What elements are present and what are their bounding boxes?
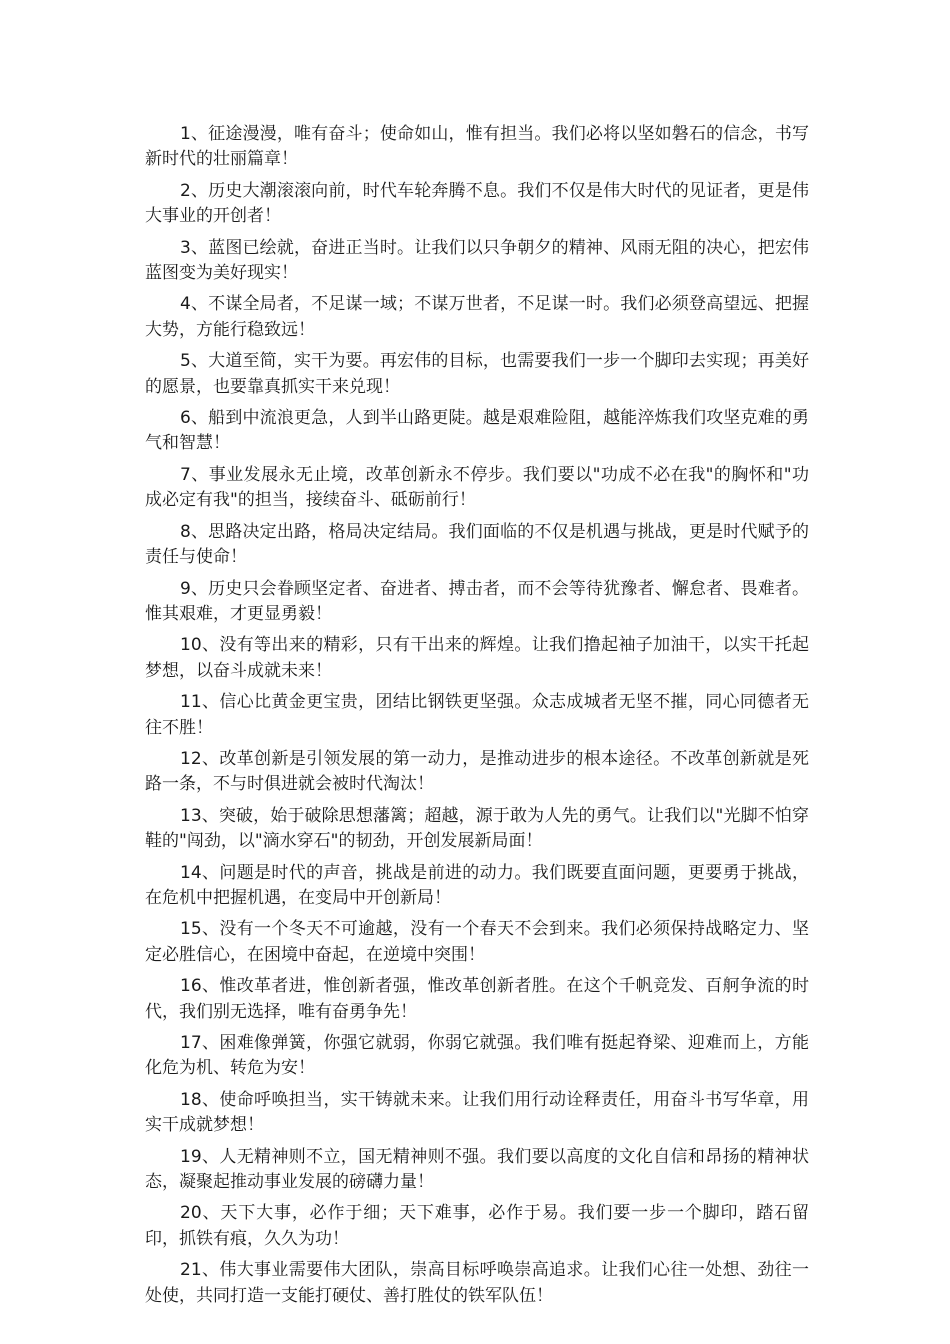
paragraph-12: 12、改革创新是引领发展的第一动力，是推动进步的根本途径。不改革创新就是死路一条，不与时俱进就会被时代淘汰！ xyxy=(145,748,809,795)
paragraph-14: 14、问题是时代的声音，挑战是前进的动力。我们既要直面问题，更要勇于挑战，在危机中把握机遇，在变局中开创新局！ xyxy=(145,862,809,908)
paragraph-4: 4、不谋全局者，不足谋一域；不谋万世者，不足谋一时。我们必须登高望远、把握大势，方能行稳致远！ xyxy=(145,294,809,340)
paragraph-18: 18、使命呼唤担当，实干铸就未来。让我们用行动诠释责任，用奋斗书写华章，用实干成就梦想！ xyxy=(145,1089,809,1136)
paragraph-15: 15、没有一个冬天不可逾越，没有一个春天不会到来。我们必须保持战略定力、坚定必胜信心，在困境中奋起，在逆境中突围！ xyxy=(145,919,809,965)
paragraph-16: 16、惟改革者进，惟创新者强，惟改革创新者胜。在这个千帆竞发、百舸争流的时代，我们别无选择，唯有奋勇争先！ xyxy=(145,976,809,1022)
paragraph-17: 17、困难像弹簧，你强它就弱，你弱它就强。我们唯有挺起脊梁、迎难而上，方能化危为机、转危为安！ xyxy=(145,1033,809,1079)
paragraph-13: 13、突破，始于破除思想藩篱；超越，源于敢为人先的勇气。让我们以"光脚不怕穿鞋的"闯劲，以"滴水穿石"的韧劲，开创发展新局面！ xyxy=(145,805,809,852)
document-body xyxy=(145,122,809,1315)
paragraph-10: 10、没有等出来的精彩，只有干出来的辉煌。让我们撸起袖子加油干，以实干托起梦想，以奋斗成就未来！ xyxy=(145,635,809,681)
paragraph-9: 9、历史只会眷顾坚定者、奋进者、搏击者，而不会等待犹豫者、懈怠者、畏难者。惟其艰难，才更显勇毅！ xyxy=(145,578,809,624)
paragraph-8: 8、思路决定出路，格局决定结局。我们面临的不仅是机遇与挑战，更是时代赋予的责任与使命！ xyxy=(145,521,809,568)
paragraph-6: 6、船到中流浪更急，人到半山路更陡。越是艰难险阻，越能淬炼我们攻坚克难的勇气和智慧！ xyxy=(145,408,809,454)
paragraph-11: 11、信心比黄金更宝贵，团结比钢铁更坚强。众志成城者无坚不摧，同心同德者无往不胜！ xyxy=(145,692,809,738)
paragraph-20: 20、天下大事，必作于细；天下难事，必作于易。我们要一步一个脚印，踏石留印，抓铁有痕，久久为功！ xyxy=(145,1203,809,1249)
paragraph-3: 3、蓝图已绘就，奋进正当时。让我们以只争朝夕的精神、风雨无阻的决心，把宏伟蓝图变为美好现实！ xyxy=(145,237,809,284)
paragraph-2: 2、历史大潮滚滚向前，时代车轮奔腾不息。我们不仅是伟大时代的见证者，更是伟大事业的开创者！ xyxy=(145,180,809,227)
paragraph-5: 5、大道至简，实干为要。再宏伟的目标，也需要我们一步一个脚印去实现；再美好的愿景，也要靠真抓实干来兑现！ xyxy=(145,351,809,397)
paragraph-7: 7、事业发展永无止境，改革创新永不停步。我们要以"功成不必在我"的胸怀和"功成必定有我"的担当，接续奋斗、砥砺前行！ xyxy=(145,464,809,511)
paragraph-21: 21、伟大事业需要伟大团队，崇高目标呼唤崇高追求。让我们心往一处想、劲往一处使，共同打造一支能打硬仗、善打胜仗的铁军队伍！ xyxy=(145,1260,809,1306)
paragraph-19: 19、人无精神则不立，国无精神则不强。我们要以高度的文化自信和昂扬的精神状态，凝聚起推动事业发展的磅礴力量！ xyxy=(145,1146,809,1193)
paragraph-1: 1、征途漫漫，唯有奋斗；使命如山，惟有担当。我们必将以坚如磐石的信念，书写新时代的壮丽篇章！ xyxy=(145,124,809,170)
